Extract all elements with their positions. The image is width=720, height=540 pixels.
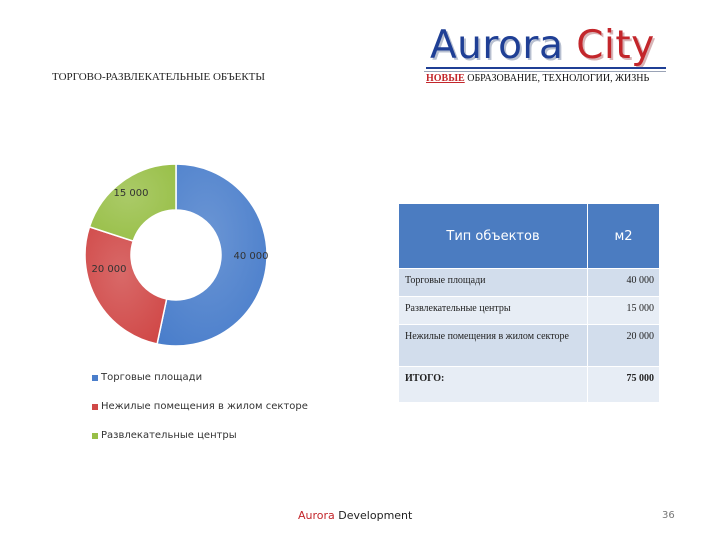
table-row bbox=[399, 297, 660, 325]
legend-item-trade bbox=[92, 372, 308, 401]
table-cell-area: 40 000 bbox=[588, 269, 660, 297]
table-cell-type: Нежилые помещения в жилом секторе bbox=[399, 325, 588, 367]
table-cell-area: 20 000 bbox=[588, 325, 660, 367]
chart-legend bbox=[92, 372, 308, 459]
tagline-rest: ОБРАЗОВАНИЕ, ТЕХНОЛОГИИ, ЖИЗНЬ bbox=[467, 73, 650, 84]
donut-slice-nonresidential bbox=[85, 227, 167, 344]
legend-label-trade: Торговые площади bbox=[101, 372, 203, 383]
footer-text: Development bbox=[338, 509, 413, 522]
donut-slice-entertainment bbox=[89, 164, 176, 241]
legend-item-nonresidential bbox=[92, 401, 308, 430]
objects-table bbox=[398, 203, 660, 403]
brand-logo-word-aurora: Aurora bbox=[430, 23, 564, 68]
legend-swatch-nonresidential bbox=[92, 404, 98, 410]
table-cell-total-label: ИТОГО: bbox=[399, 367, 588, 403]
table-row bbox=[399, 325, 660, 367]
table-row bbox=[399, 269, 660, 297]
footer-accent: Aurora bbox=[298, 509, 335, 522]
legend-swatch-trade bbox=[92, 375, 98, 381]
legend-label-nonresidential: Нежилые помещения в жилом секторе bbox=[101, 401, 308, 412]
table-header-type: Тип объектов bbox=[399, 204, 588, 269]
section-title: ТОРГОВО-РАЗВЛЕКАТЕЛЬНЫЕ ОБЪЕКТЫ bbox=[52, 71, 265, 83]
legend-item-entertainment bbox=[92, 430, 308, 459]
legend-label-entertainment: Развлекательные центры bbox=[101, 430, 237, 441]
footer-brand bbox=[298, 509, 412, 522]
table-cell-type: Развлекательные центры bbox=[399, 297, 588, 325]
tagline-accent: НОВЫЕ bbox=[426, 73, 465, 84]
table-header-row bbox=[399, 204, 660, 269]
data-label-entertainment: 15 000 bbox=[113, 188, 149, 199]
table-header-area: м2 bbox=[588, 204, 660, 269]
table-cell-total-value: 75 000 bbox=[588, 367, 660, 403]
table-cell-type: Торговые площади bbox=[399, 269, 588, 297]
brand-logo-word-city: City bbox=[576, 23, 655, 68]
legend-swatch-entertainment bbox=[92, 433, 98, 439]
table-row-total bbox=[399, 367, 660, 403]
page-number: 36 bbox=[662, 510, 675, 521]
table-cell-area: 15 000 bbox=[588, 297, 660, 325]
data-label-nonresidential: 20 000 bbox=[91, 264, 127, 275]
data-label-trade: 40 000 bbox=[233, 251, 269, 262]
